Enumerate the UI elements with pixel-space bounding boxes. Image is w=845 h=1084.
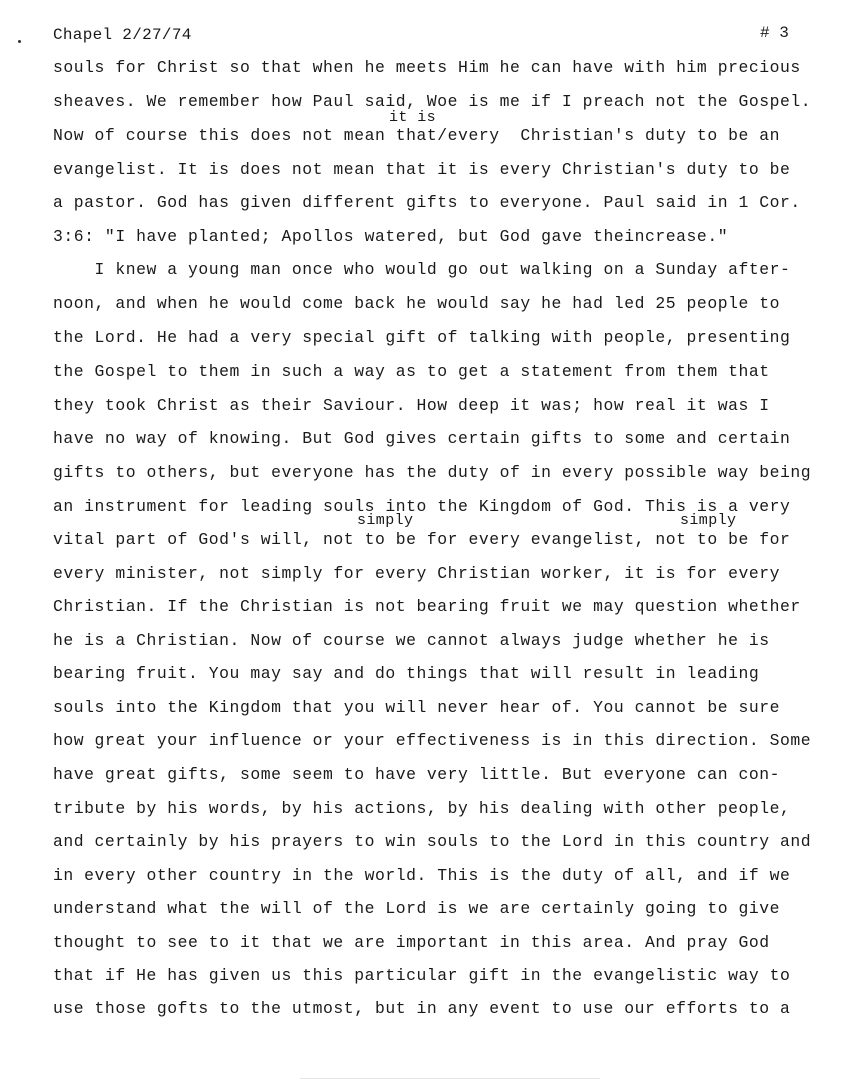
text-line: every minister, not simply for every Christian worker, it is for every	[53, 564, 781, 583]
scan-artifact	[300, 1078, 600, 1079]
page-number: # 3	[760, 24, 789, 42]
text-line: have no way of knowing. But God gives certain gifts to some and certain	[53, 429, 791, 448]
text-line: bearing fruit. You may say and do things that will result in leading	[53, 664, 760, 683]
text-line: thought to see to it that we are important in this area. And pray God	[53, 933, 770, 952]
text-line: understand what the will of the Lord is we are certainly going to give	[53, 899, 781, 918]
text-line: Now of course this does not mean that/every Christian's duty to be an	[53, 126, 781, 145]
text-line: they took Christ as their Saviour. How deep it was; how real it was I	[53, 396, 770, 415]
page-header-title: Chapel 2/27/74	[53, 26, 192, 44]
text-line: gifts to others, but everyone has the duty of in every possible way being	[53, 463, 812, 482]
text-line: an instrument for leading souls into the Kingdom of God. This is a very	[53, 497, 791, 516]
text-line: sheaves. We remember how Paul said, Woe is me if I preach not the Gospel.	[53, 92, 812, 111]
text-line: and certainly by his prayers to win souls to the Lord in this country and	[53, 832, 812, 851]
text-line: souls for Christ so that when he meets Him he can have with him precious	[53, 58, 801, 77]
text-line: how great your influence or your effectiveness is in this direction. Some	[53, 731, 812, 750]
interlinear-insert: simply	[357, 512, 414, 529]
text-line: noon, and when he would come back he would say he had led 25 people to	[53, 294, 781, 313]
interlinear-insert: it is	[389, 109, 437, 126]
interlinear-insert: simply	[680, 512, 737, 529]
text-line: Christian. If the Christian is not bearing fruit we may question whether	[53, 597, 801, 616]
text-line: a pastor. God has given different gifts to everyone. Paul said in 1 Cor.	[53, 193, 801, 212]
text-line: that if He has given us this particular gift in the evangelistic way to	[53, 966, 791, 985]
text-line: vital part of God's will, not to be for every evangelist, not to be for	[53, 530, 791, 549]
text-line: evangelist. It is does not mean that it is every Christian's duty to be	[53, 160, 791, 179]
text-line: 3:6: "I have planted; Apollos watered, but God gave theincrease."	[53, 227, 729, 246]
text-line: the Lord. He had a very special gift of talking with people, presenting	[53, 328, 791, 347]
text-line: I knew a young man once who would go out walking on a Sunday after-	[53, 260, 791, 279]
scan-speck	[18, 40, 21, 43]
text-line: he is a Christian. Now of course we cannot always judge whether he is	[53, 631, 770, 650]
text-line: the Gospel to them in such a way as to get a statement from them that	[53, 362, 770, 381]
text-line: souls into the Kingdom that you will never hear of. You cannot be sure	[53, 698, 781, 717]
text-line: tribute by his words, by his actions, by his dealing with other people,	[53, 799, 791, 818]
text-line: use those gofts to the utmost, but in any event to use our efforts to a	[53, 999, 791, 1018]
text-line: in every other country in the world. This is the duty of all, and if we	[53, 866, 791, 885]
text-line: have great gifts, some seem to have very little. But everyone can con-	[53, 765, 781, 784]
